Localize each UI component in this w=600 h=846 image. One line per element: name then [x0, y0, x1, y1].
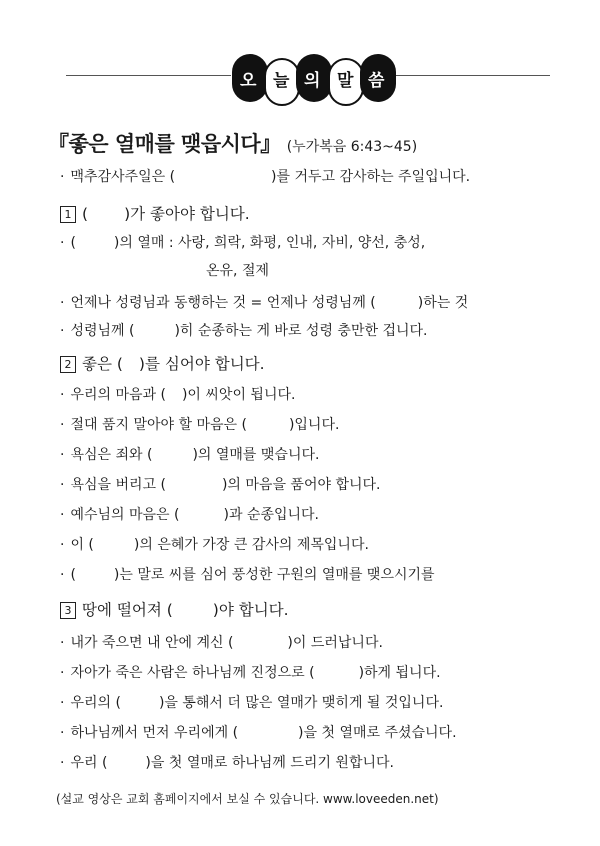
- banner-rule-right: [380, 75, 550, 76]
- section2-heading: 2 좋은 ( )를 심어야 합니다.: [60, 352, 265, 374]
- section-number-box: 2: [60, 356, 76, 373]
- list-item: · 우리의 ( )을 통해서 더 많은 열매가 맺히게 될 것입니다.: [60, 695, 444, 711]
- sermon-banner: [0, 44, 600, 110]
- section1-heading: 1 ( )가 좋아야 합니다.: [60, 202, 250, 224]
- intro-line: · 맥추감사주일은 ( )를 거두고 감사하는 주일입니다.: [60, 169, 471, 185]
- sermon-title: [48, 128, 417, 158]
- section-number-box: 1: [60, 206, 76, 223]
- banner-rule-left: [66, 75, 231, 76]
- banner-char-2: 늘: [273, 71, 290, 91]
- sermon-reference: (누가복음 6:43~45): [286, 139, 418, 155]
- list-item: · 우리의 마음과 ( )이 씨앗이 됩니다.: [60, 387, 296, 403]
- sermon-title-main: 『좋은 열매를 맺읍시다』: [48, 132, 281, 156]
- list-item: · 절대 품지 말아야 할 마음은 ( )입니다.: [60, 417, 340, 433]
- list-item: · 욕심은 죄와 ( )의 열매를 맺습니다.: [60, 447, 320, 463]
- banner-char-3: 의: [304, 71, 321, 91]
- list-item: · 예수님의 마음은 ( )과 순종입니다.: [60, 507, 319, 523]
- banner-char-1: 오: [240, 71, 257, 91]
- list-item: · ( )는 말로 씨를 심어 풍성한 구원의 열매를 맺으시기를: [60, 567, 435, 583]
- list-item: · 내가 죽으면 내 안에 계신 ( )이 드러납니다.: [60, 635, 383, 651]
- banner-char-4: 말: [337, 71, 354, 91]
- list-item: · 성령님께 ( )히 순종하는 게 바로 성령 충만한 겁니다.: [60, 323, 428, 339]
- list-item: · 욕심을 버리고 ( )의 마음을 품어야 합니다.: [60, 477, 381, 493]
- list-item: · 우리 ( )을 첫 열매로 하나님께 드리기 원합니다.: [60, 755, 394, 771]
- footer-note: (설교 영상은 교회 홈페이지에서 보실 수 있습니다. www.loveeden.net): [56, 792, 439, 806]
- section-number-box: 3: [60, 602, 76, 619]
- list-item-continuation: 온유, 절제: [206, 263, 269, 279]
- banner-char-5: 씀: [368, 71, 385, 91]
- list-item: · 언제나 성령님과 동행하는 것 = 언제나 성령님께 ( )하는 것: [60, 295, 469, 311]
- bullet: ·: [60, 169, 65, 185]
- list-item: · 하나님께서 먼저 우리에게 ( )을 첫 열매로 주셨습니다.: [60, 725, 457, 741]
- section3-heading: 3 땅에 떨어져 ( )야 합니다.: [60, 598, 289, 620]
- list-item: · ( )의 열매 : 사랑, 희락, 화평, 인내, 자비, 양선, 충성,: [60, 235, 426, 251]
- list-item: · 이 ( )의 은혜가 가장 큰 감사의 제목입니다.: [60, 537, 369, 553]
- list-item: · 자아가 죽은 사람은 하나님께 진정으로 ( )하게 됩니다.: [60, 665, 441, 681]
